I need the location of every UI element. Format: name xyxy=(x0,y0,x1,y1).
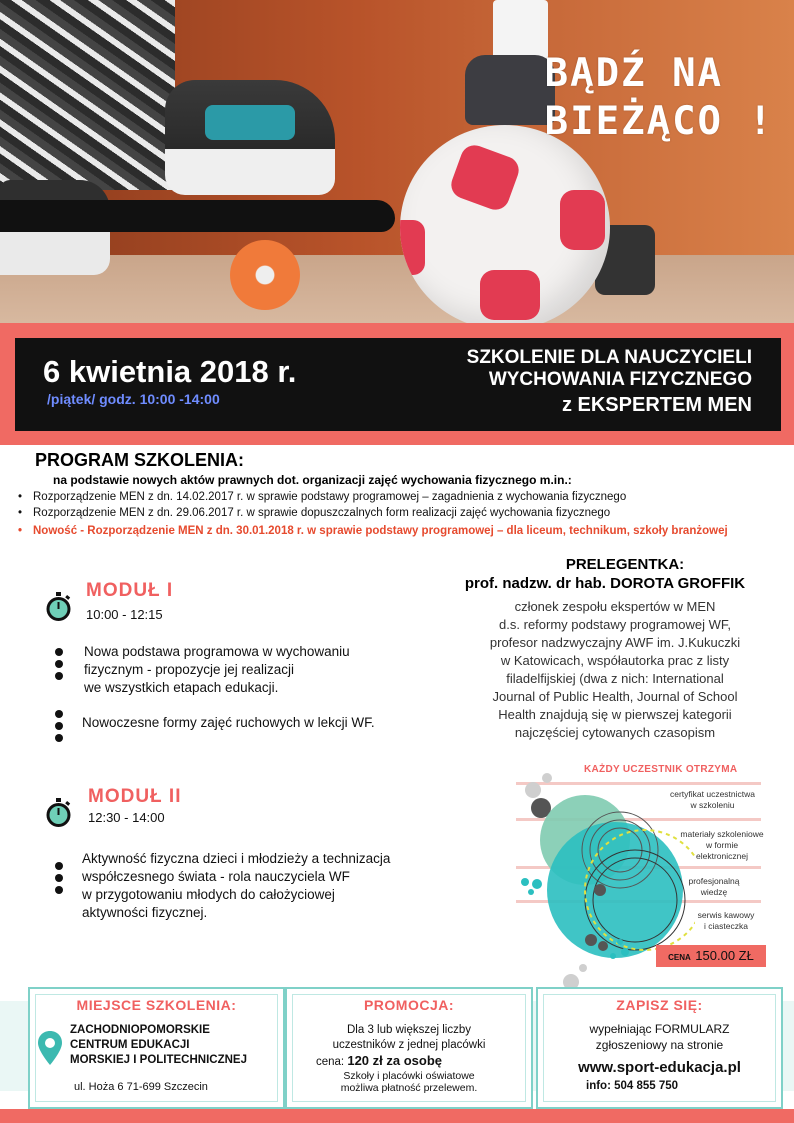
price-label: CENA xyxy=(668,953,691,962)
benefit-line: wiedzę xyxy=(700,887,728,897)
promo-heading: PROMOCJA: xyxy=(363,997,455,1013)
location-name xyxy=(70,1023,247,1068)
speaker-name-line xyxy=(420,574,790,593)
signup-url-link[interactable]: www.sport-edukacja.pl xyxy=(578,1059,741,1076)
speaker-title: prof. nadzw. dr hab. xyxy=(464,575,606,592)
location-heading: MIEJSCE SZKOLENIA: xyxy=(76,997,237,1013)
speaker-name: DOROTA GROFFIK xyxy=(610,575,746,592)
speaker-bio-line: d.s. reformy podstawy programowej WF, xyxy=(499,617,731,632)
location-address: ul. Hoża 6 71-699 Szczecin xyxy=(74,1081,208,1093)
speaker-bio-line: Journal of Public Health, Journal of School xyxy=(492,689,738,704)
location-name-line: MORSKIEJ I POLITECHNICZNEJ xyxy=(70,1054,247,1066)
module-2-item-line: współczesnego świata - rola nauczyciela WF xyxy=(82,869,350,884)
benefit-line: w szkoleniu xyxy=(690,800,735,810)
hero-title-line2: BIEŻĄCO ! xyxy=(544,99,774,144)
signup-heading: ZAPISZ SIĘ: xyxy=(616,997,703,1013)
hero-title-line1: BĄDŹ NA xyxy=(544,51,724,96)
module-2-title: MODUŁ II xyxy=(88,786,182,807)
program-subtitle: na podstawie nowych aktów prawnych dot. organizacji zajęć wychowania fizycznego m.in.: xyxy=(53,473,572,487)
benefit-item xyxy=(672,829,772,862)
program-list xyxy=(18,489,788,540)
stopwatch-icon xyxy=(45,592,72,622)
benefit-item xyxy=(664,876,764,898)
promo-price-line xyxy=(227,1053,531,1070)
module-1-item xyxy=(82,714,375,732)
speaker-heading: PRELEGENTKA: xyxy=(565,556,685,573)
event-date: 6 kwietnia 2018 r. xyxy=(43,354,297,389)
module-1-item xyxy=(84,643,350,697)
location-name-line: CENTRUM EDUKACJI xyxy=(70,1039,190,1051)
module-2-item-line: Aktywność fizyczna dzieci i młodzieży a technizacja xyxy=(82,851,391,866)
speaker-bio-line: członek zespołu ekspertów w MEN xyxy=(514,599,716,614)
hero-title xyxy=(545,50,774,146)
map-pin-icon xyxy=(38,1031,62,1065)
promo-note: Szkoły i placówki oświatowe xyxy=(343,1070,475,1082)
signup-box xyxy=(536,987,783,1109)
module-1-item-line: Nowa podstawa programowa w wychowaniu xyxy=(84,644,350,659)
module-2-item-line: w przygotowaniu młodych do całożyciowej xyxy=(82,887,335,902)
price-badge xyxy=(656,945,766,967)
benefit-line: certyfikat uczestnictwa xyxy=(669,789,756,799)
location-name-line: ZACHODNIOPOMORSKIE xyxy=(70,1024,210,1036)
speaker-bio xyxy=(470,598,760,742)
training-title-line1: SZKOLENIE DLA NAUCZYCIELI xyxy=(466,347,752,368)
module-1-title: MODUŁ I xyxy=(86,580,174,601)
benefit-item xyxy=(660,789,765,811)
program-item: • Rozporządzenie MEN z dn. 29.06.2017 r. w sprawie dopuszczalnych form realizacji zajęć wychowania fizycznego xyxy=(18,505,788,521)
module-2-item-line: aktywności fizycznej. xyxy=(82,905,208,920)
speaker-bio-line: najczęściej cytowanych czasopism xyxy=(514,725,716,740)
program-item-new: • Nowość - Rozporządzenie MEN z dn. 30.01.2018 r. w sprawie podstawy programowej – dla liceum, technikum, szkoły branżowej xyxy=(18,523,788,540)
location-box xyxy=(28,987,285,1109)
speaker-bio-line: profesor nadzwyczajny AWF im. J.Kukuczki xyxy=(489,635,741,650)
promo-price: 120 zł za osobę xyxy=(347,1053,442,1068)
hero-photo xyxy=(0,0,794,323)
promo-note: możliwa płatność przelewem. xyxy=(340,1082,478,1094)
event-time: /piątek/ godz. 10:00 -14:00 xyxy=(47,391,220,407)
benefit-line: elektronicznej xyxy=(696,851,748,861)
speaker-bio-line: Health znajdują się w pierwszej kategorii xyxy=(498,707,732,722)
contact-info: info: 504 855 750 xyxy=(586,1080,679,1092)
soccer-ball-image xyxy=(400,125,610,323)
stopwatch-icon xyxy=(45,798,72,828)
training-title-line2: WYCHOWANIA FIZYCZNEGO xyxy=(488,369,752,390)
promo-price-prefix: cena: xyxy=(316,1056,345,1068)
benefit-item xyxy=(676,910,776,932)
bullet-dots-icon xyxy=(55,648,63,684)
bullet-dots-icon xyxy=(55,862,63,898)
signup-text xyxy=(538,1021,781,1053)
promo-line: Dla 3 lub większej liczby xyxy=(347,1024,471,1036)
benefit-line: materiały szkoleniowe xyxy=(680,829,764,839)
benefit-line: i ciasteczka xyxy=(704,921,748,931)
signup-line: zgłoszeniowy na stronie xyxy=(595,1038,724,1052)
benefit-line: profesjonalną xyxy=(688,876,740,886)
bottom-bar xyxy=(0,1109,794,1123)
module-1-item-line: we wszystkich etapach edukacji. xyxy=(84,680,279,695)
speaker-bio-line: filadelfijskiej (dwa z nich: International xyxy=(506,671,724,686)
price-value: 150.00 ZŁ xyxy=(695,948,754,963)
program-item: • Rozporządzenie MEN z dn. 14.02.2017 r. w sprawie podstawy programowej – zagadnienia z wychowania fizycznego xyxy=(18,489,788,505)
program-title: PROGRAM SZKOLENIA: xyxy=(35,450,244,470)
benefit-line: w formie xyxy=(705,840,739,850)
module-1-item-line: fizycznym - propozycje jej realizacji xyxy=(84,662,295,677)
speaker-heading-block xyxy=(420,555,790,593)
module-1-time: 10:00 - 12:15 xyxy=(86,607,163,622)
promo-line: uczestników z jednej placówki xyxy=(332,1039,486,1051)
bullet-dots-icon xyxy=(55,710,63,746)
module-2-item xyxy=(82,850,390,922)
training-title-line3: z EKSPERTEM MEN xyxy=(561,394,752,416)
benefits-title: KAŻDY UCZESTNIK OTRZYMA xyxy=(584,764,738,775)
module-1-item-line: Nowoczesne formy zajęć ruchowych w lekcji WF. xyxy=(82,715,375,730)
module-2-time: 12:30 - 14:00 xyxy=(88,810,165,825)
signup-line: wypełniając FORMULARZ xyxy=(589,1022,730,1036)
benefit-line: serwis kawowy xyxy=(697,910,755,920)
promo-box xyxy=(285,987,533,1109)
speaker-bio-line: w Katowicach, współautorka prac z listy xyxy=(500,653,730,668)
promo-text xyxy=(287,1023,531,1094)
training-title xyxy=(400,347,752,416)
